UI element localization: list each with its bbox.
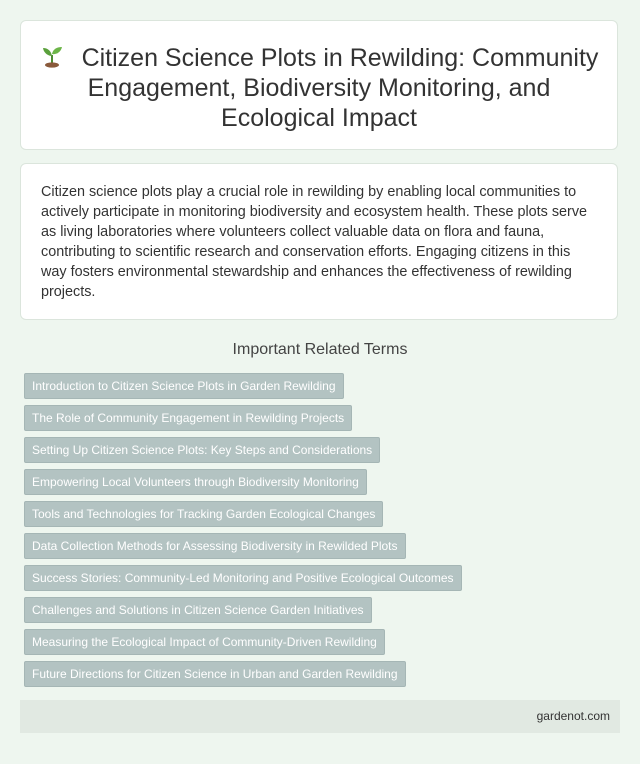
related-term-tag[interactable]: Future Directions for Citizen Science in Urban and Garden Rewilding (24, 661, 406, 687)
related-term-tag[interactable]: Tools and Technologies for Tracking Garden Ecological Changes (24, 501, 383, 527)
related-term-tag[interactable]: Measuring the Ecological Impact of Community-Driven Rewilding (24, 629, 385, 655)
sprout-icon (40, 44, 64, 68)
related-term-item (24, 661, 616, 687)
related-term-item (24, 629, 616, 655)
related-term-tag[interactable]: Introduction to Citizen Science Plots in Garden Rewilding (24, 373, 344, 399)
related-term-tag[interactable]: The Role of Community Engagement in Rewilding Projects (24, 405, 352, 431)
related-term-item (24, 373, 616, 399)
related-term-tag[interactable]: Setting Up Citizen Science Plots: Key Steps and Considerations (24, 437, 380, 463)
related-term-item (24, 437, 616, 463)
page-title-text: Citizen Science Plots in Rewilding: Community Engagement, Biodiversity Monitoring, and Ecological Impact (81, 44, 599, 132)
related-term-item (24, 565, 616, 591)
title-card (20, 20, 618, 150)
related-term-tag[interactable]: Data Collection Methods for Assessing Biodiversity in Rewilded Plots (24, 533, 406, 559)
related-term-item (24, 501, 616, 527)
related-term-item (24, 597, 616, 623)
related-terms-heading: Important Related Terms (232, 341, 408, 358)
related-term-item (24, 469, 616, 495)
footer-bar (20, 700, 620, 733)
intro-paragraph: Citizen science plots play a crucial role in rewilding by enabling local communities to actively participate in monitoring biodiversity and ecosystem health. These plots serve as living laboratories where volunteers collect valuable data on flora and fauna, contributing to scientific research and conservation efforts. Engaging citizens in this way fosters environmental stewardship and enhances the effectiveness of rewilding projects. (41, 184, 588, 300)
related-term-item (24, 405, 616, 431)
related-terms-list (24, 373, 616, 693)
related-term-item (24, 533, 616, 559)
footer-site-link[interactable]: gardenot.com (536, 709, 610, 723)
page-title (37, 43, 601, 133)
intro-card (20, 163, 618, 320)
related-term-tag[interactable]: Challenges and Solutions in Citizen Science Garden Initiatives (24, 597, 372, 623)
related-term-tag[interactable]: Empowering Local Volunteers through Biodiversity Monitoring (24, 469, 367, 495)
related-term-tag[interactable]: Success Stories: Community-Led Monitoring and Positive Ecological Outcomes (24, 565, 462, 591)
